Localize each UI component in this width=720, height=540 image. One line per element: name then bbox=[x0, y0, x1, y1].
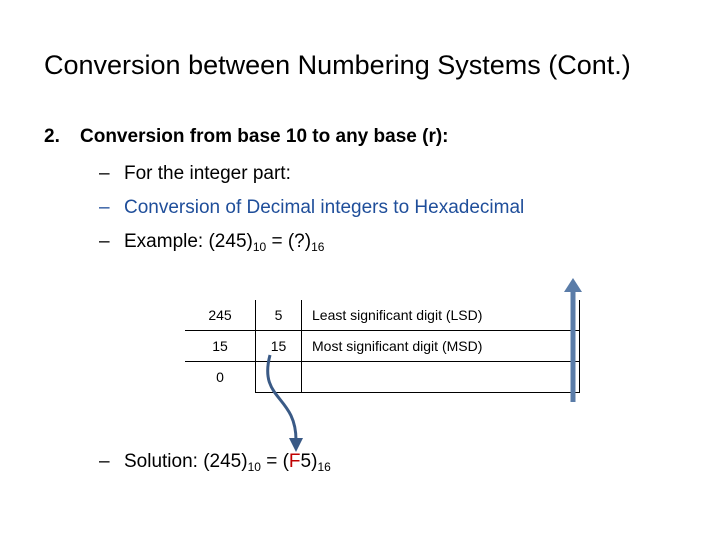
note-cell: Least significant digit (LSD) bbox=[302, 300, 580, 331]
dividend-cell: 15 bbox=[185, 331, 256, 362]
note-cell: Most significant digit (MSD) bbox=[302, 331, 580, 362]
base-subscript: 16 bbox=[311, 240, 325, 254]
solution-close: ) bbox=[311, 451, 318, 472]
digit-5: 5 bbox=[300, 451, 312, 472]
example-mid: = (?) bbox=[266, 231, 312, 252]
dividend-cell: 0 bbox=[216, 369, 224, 386]
base-subscript: 10 bbox=[247, 460, 261, 474]
item-text: Conversion from base 10 to any base (r): bbox=[80, 126, 449, 147]
bullet-text: For the integer part: bbox=[124, 163, 291, 184]
base-subscript: 10 bbox=[252, 240, 267, 254]
curved-arrow-icon bbox=[268, 355, 303, 452]
bullet-text: Conversion of Decimal integers to Hexadecimal bbox=[124, 197, 525, 218]
remainder-cell: 5 bbox=[256, 300, 302, 331]
dash-marker: – bbox=[99, 163, 110, 184]
base-subscript: 16 bbox=[317, 460, 331, 474]
dash-marker: – bbox=[99, 231, 110, 252]
dash-marker: – bbox=[99, 451, 110, 472]
remainder-cell: 15 bbox=[256, 331, 302, 362]
dash-marker: – bbox=[99, 197, 110, 218]
dividend-cell: 245 bbox=[185, 300, 256, 331]
solution-mid: = ( bbox=[260, 451, 289, 472]
solution-prefix: Solution: (245) bbox=[124, 451, 248, 472]
item-number: 2. bbox=[44, 126, 60, 147]
example-prefix: Example: (245) bbox=[124, 231, 253, 252]
slide-title: Conversion between Numbering Systems (Cont.) bbox=[44, 50, 631, 80]
bullet-solution bbox=[99, 451, 331, 474]
digit-f: F bbox=[288, 451, 301, 472]
upward-arrow-icon bbox=[564, 278, 582, 402]
